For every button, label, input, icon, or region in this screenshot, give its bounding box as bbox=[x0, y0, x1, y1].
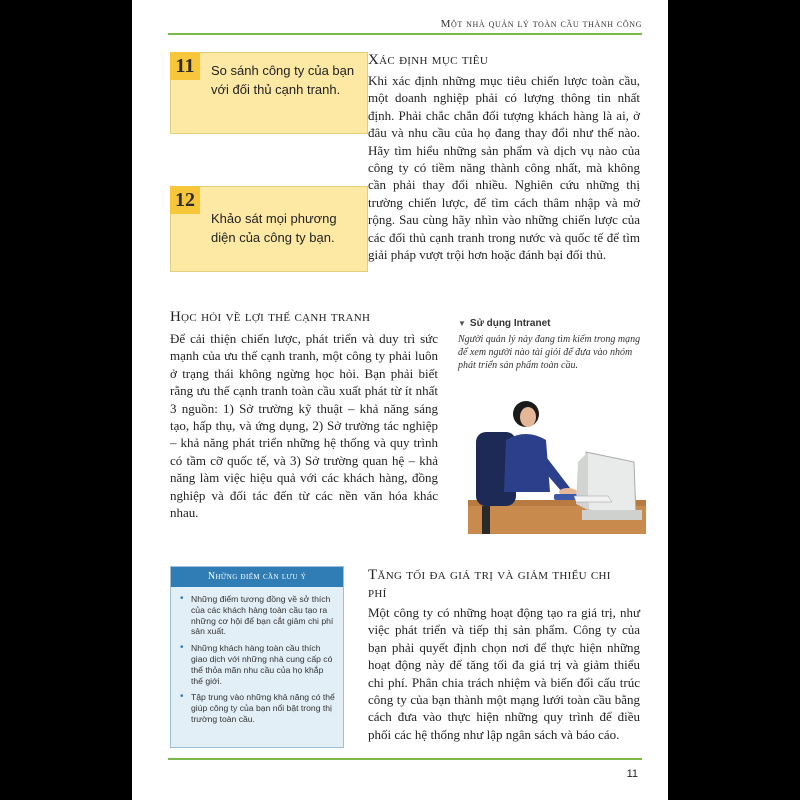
section-heading: Học hỏi về lợi thế cạnh tranh bbox=[170, 309, 371, 325]
list-item: • Tập trung vào những khả năng có thể giúp công ty của bạn nổi bật trong thị trường toàn cầu. bbox=[191, 692, 335, 724]
tip-number: 12 bbox=[170, 186, 200, 214]
tip-number: 11 bbox=[170, 52, 200, 80]
running-head: Một nhà quản lý toàn cầu thành công bbox=[440, 18, 642, 30]
section-body: Để cải thiện chiến lược, phát triển và duy trì sức mạnh của ưu thế cạnh tranh, một công ty phải luôn ở trạng thái không ngừng học hỏi. Bạn phải biết rằng ưu thế cạnh tranh toàn cầu xuất phát từ ít nhất 3 nguồn: 1) Sở trường kỹ thuật – khả năng sáng tạo, hấp thụ, và ứng dụng, 2) Sở trường tác nghiệp – khả năng phát triển những hệ thống và quy trình có tầm cỡ quốc tế, và 3) Sở trường quan hệ – khả năng làm việc hiệu quả với các khách hàng, đồng nghiệp và đối tác đến từ các nền văn hóa khác nhau. bbox=[170, 331, 438, 521]
book-page bbox=[132, 0, 668, 800]
tip-box-12 bbox=[170, 186, 368, 272]
tip-box-11 bbox=[170, 52, 368, 134]
bottom-rule bbox=[168, 758, 642, 760]
section-body: Một công ty có những hoạt động tạo ra giá trị, như việc phát triển và tiếp thị sản phẩm. Công ty của bạn phải quyết định chọn nơi để thực hiện những hoạt động này để tăng tối đa giá trị và giảm thiểu chi phí. Phân chia trách nhiệm và biến đổi cấu trúc công ty của bạn thành một mạng lưới toàn cầu bằng cách đưa vào thực hiện những quy trình để điều phối các hệ thống như lập ngân sách và báo cáo. bbox=[368, 605, 640, 742]
list-item: • Những khách hàng toàn cầu thích giao dịch với những nhà cung cấp có thể thỏa mãn nhu cầu của họ khắp thế giới. bbox=[191, 643, 335, 686]
section-heading: Xác định mục tiêu bbox=[368, 52, 489, 68]
section-heading: Tăng tối đa giá trị và giảm thiểu chi phí bbox=[368, 567, 611, 601]
photo-manager-at-computer bbox=[458, 392, 648, 534]
notes-box-title: Những điểm cần lưu ý bbox=[171, 567, 343, 587]
list-item: • Những điểm tương đồng về sở thích của các khách hàng toàn cầu tạo ra những cơ hội để bạn cắt giảm chi phí sản xuất. bbox=[191, 594, 335, 637]
notes-box bbox=[170, 566, 344, 748]
photo-caption: Người quản lý này đang tìm kiếm trong mạng để xem người nào tài giỏi để đưa vào nhóm phát triển sản phẩm toàn cầu. bbox=[458, 334, 641, 371]
photo-title: ▼ Sử dụng Intranet bbox=[458, 318, 551, 329]
tip-text: Khảo sát mọi phương diện của công ty bạn. bbox=[211, 211, 337, 245]
notes-list bbox=[171, 587, 343, 725]
tip-text: So sánh công ty của bạn với đối thủ cạnh tranh. bbox=[211, 63, 355, 97]
top-rule bbox=[168, 33, 642, 35]
section-body: Khi xác định những mục tiêu chiến lược toàn cầu, một doanh nghiệp phải có lượng thông tin nhất định. Phải chắc chắn đối tượng khách hàng là ai, ở đâu và nhu cầu của họ đang thay đổi như thế nào. Hãy tìm hiểu những sản phẩm và dịch vụ nào của công ty có tiềm năng thành công nhất, mà không cần phải thay đổi nhiều. Nghiên cứu những thị trường chiến lược, để tìm cách thâm nhập và mở rộng. Sau cùng hãy nhìn vào những chiến lược của các đối thủ cạnh tranh trong nước và quốc tế để tìm giải pháp vượt trội hơn hoặc đánh bại đối thủ. bbox=[368, 73, 640, 263]
page-number: 11 bbox=[626, 768, 638, 780]
triangle-icon: ▼ bbox=[458, 319, 466, 328]
